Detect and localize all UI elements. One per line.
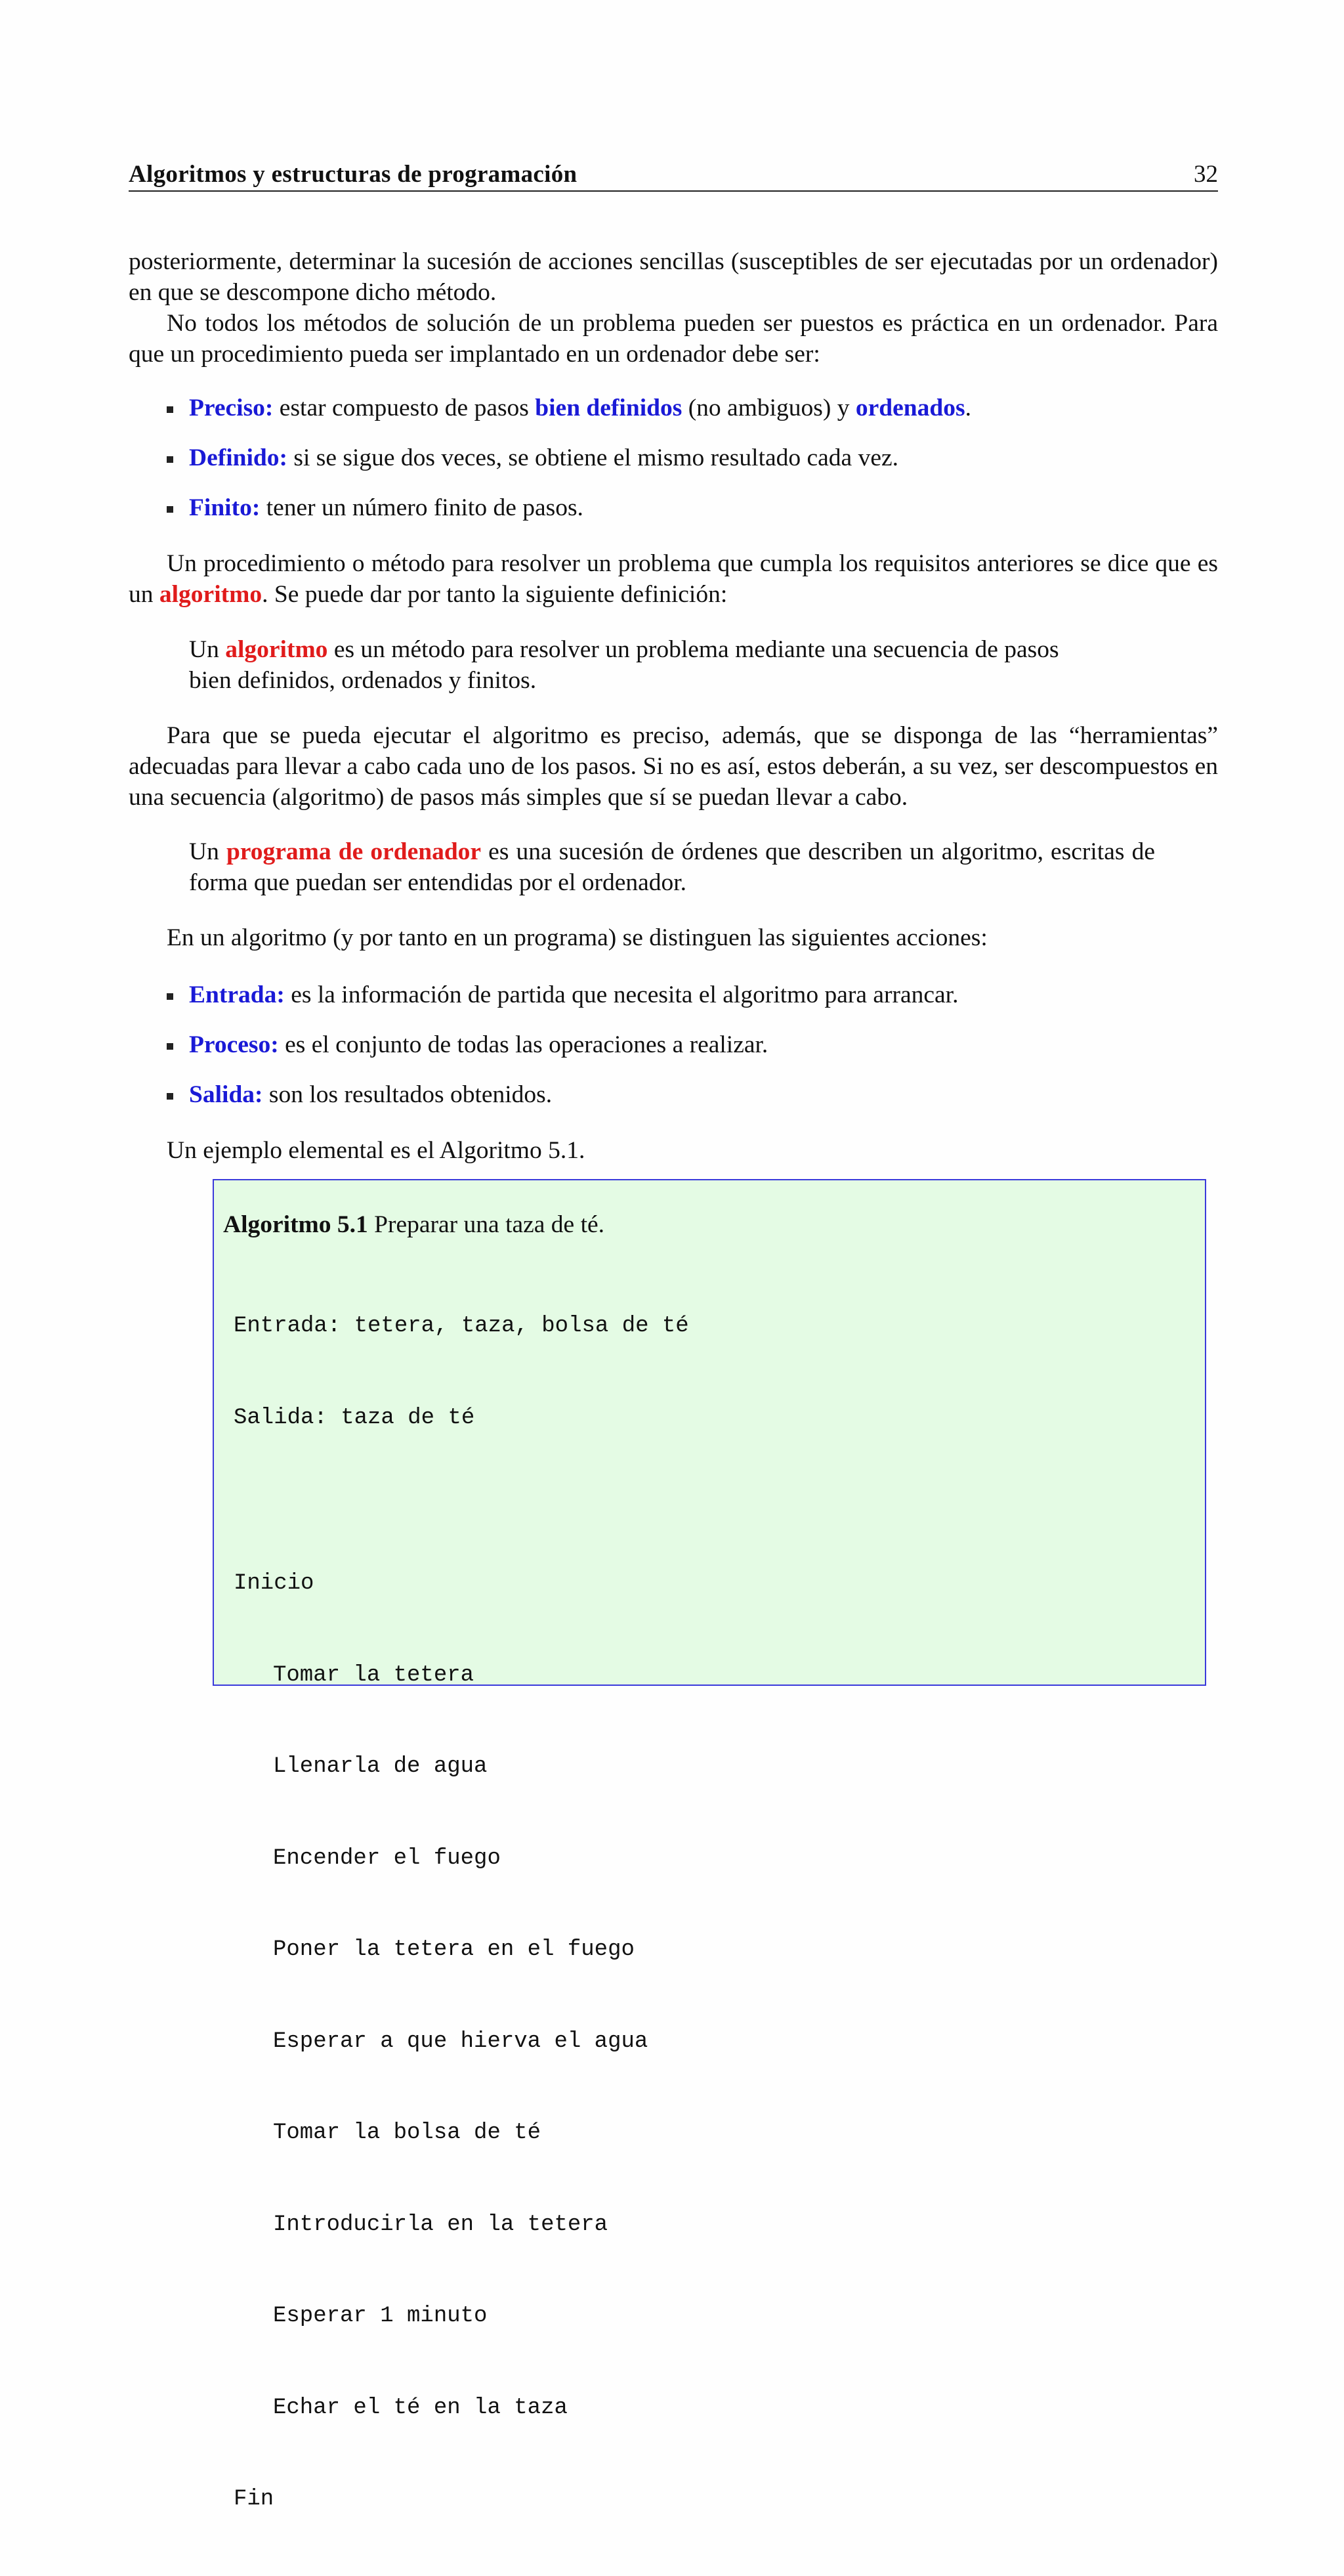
code-line-end: Fin (234, 2487, 274, 2512)
paragraph-5 (129, 922, 1218, 953)
paragraph-4 (129, 720, 1218, 813)
actions-list (129, 979, 1218, 1110)
paragraph-1 (129, 246, 1218, 370)
definition-text: es un método para resolver un problema mediante una secuencia de pasos bien definidos, ordenados y finitos. (189, 636, 1059, 694)
list-item-text: . (965, 395, 971, 421)
bullet-square-icon (167, 406, 173, 413)
highlight-term: algoritmo (225, 636, 328, 663)
paragraph-6-text: Un ejemplo elemental es el Algoritmo 5.1. (167, 1137, 585, 1164)
list-item-text: son los resultados obtenidos. (262, 1081, 553, 1108)
list-item-text: (no ambiguos) y (682, 395, 856, 421)
code-line-step: Tomar la tetera (273, 1662, 474, 1688)
term-label: Definido: (189, 444, 287, 471)
code-line-start: Inicio (234, 1571, 314, 1596)
list-item-text: es la información de partida que necesita el algoritmo para arrancar. (284, 981, 959, 1008)
bullet-square-icon (167, 993, 173, 1000)
code-line-step: Esperar a que hierva el agua (273, 2029, 648, 2054)
list-item-text: estar compuesto de pasos (273, 395, 536, 421)
list-item (129, 393, 1218, 423)
code-line-output: Salida: taza de té (234, 1405, 475, 1430)
bullet-square-icon (167, 456, 173, 463)
running-header (129, 160, 1218, 192)
list-item (129, 442, 1218, 473)
algorithm-caption-text: Preparar una taza de té. (374, 1211, 605, 1238)
bullet-square-icon (167, 1043, 173, 1050)
definition-text: Un (189, 636, 226, 663)
paragraph-2-text: No todos los métodos de solución de un problema pueden ser puestos es práctica en un ordenador. Para que un procedimiento pueda ser implantado en un ordenador debe ser: (129, 310, 1218, 368)
paragraph-3-text: Un procedimiento o método para resolver un problema que cumpla los requisitos anteriores se dice que es un (129, 550, 1218, 608)
paragraph-5-text: En un algoritmo (y por tanto en un programa) se distinguen las siguientes acciones: (167, 924, 988, 951)
algorithm-code (234, 1250, 689, 2576)
algorithm-label: Algoritmo 5.1 (223, 1211, 368, 1238)
code-line-step: Encender el fuego (273, 1845, 501, 1871)
list-item-text: tener un número finito de pasos. (260, 494, 583, 521)
term-label: Proceso: (189, 1031, 279, 1058)
requirements-list (129, 393, 1218, 523)
list-item (129, 1079, 1218, 1110)
algorithm-caption (223, 1211, 604, 1239)
code-line-step: Tomar la bolsa de té (273, 2120, 541, 2145)
paragraph-6 (129, 1135, 1218, 1166)
code-line-step: Esperar 1 minuto (273, 2304, 488, 2329)
bullet-square-icon (167, 1093, 173, 1100)
list-item (129, 492, 1218, 523)
list-item (129, 979, 1218, 1010)
definition-algorithm (189, 634, 1095, 696)
algorithm-box (213, 1179, 1206, 2512)
code-line-step: Poner la tetera en el fuego (273, 1937, 635, 1962)
code-line-step: Introducirla en la tetera (273, 2212, 608, 2237)
highlight-term: ordenados (855, 395, 965, 421)
term-label: Entrada: (189, 981, 285, 1008)
page-number: 32 (1194, 161, 1218, 188)
list-item-text: si se sigue dos veces, se obtiene el mismo resultado cada vez. (287, 444, 898, 471)
code-line-input: Entrada: tetera, taza, bolsa de té (234, 1314, 689, 1339)
code-line-step: Llenarla de agua (273, 1754, 488, 1779)
term-label: Finito: (189, 494, 261, 521)
term-label: Salida: (189, 1081, 263, 1108)
bullet-square-icon (167, 506, 173, 513)
paragraph-1-text: posteriormente, determinar la sucesión de acciones sencillas (susceptibles de ser ejecutadas por un ordenador) en que se descompone dicho método. (129, 248, 1218, 306)
header-title: Algoritmos y estructuras de programación (129, 161, 578, 188)
paragraph-4-text: Para que se pueda ejecutar el algoritmo es preciso, además, que se disponga de las “herramientas” adecuadas para llevar a cabo cada uno de los pasos. Si no es así, estos deberán, a su vez, ser descompuestos en una secuencia (algoritmo) de pasos más simples que sí se puedan llevar a cabo. (129, 722, 1218, 811)
code-line-step: Echar el té en la taza (273, 2395, 568, 2420)
paragraph-3-text: . Se puede dar por tanto la siguiente definición: (262, 581, 728, 608)
list-item (129, 1029, 1218, 1060)
definition-text: Un (189, 838, 226, 865)
highlight-term: bien definidos (535, 395, 682, 421)
definition-program (189, 836, 1155, 898)
code-spacer (234, 1494, 689, 1507)
highlight-term: programa de ordenador (226, 838, 482, 865)
paragraph-3 (129, 548, 1218, 610)
list-item-text: es el conjunto de todas las operaciones a realizar. (278, 1031, 768, 1058)
highlight-term: algoritmo (159, 581, 262, 608)
term-label: Preciso: (189, 395, 274, 421)
definition-text: es una sucesión de órdenes que describen un algoritmo, escritas de forma que puedan ser entendidas por el ordenador. (189, 838, 1155, 896)
